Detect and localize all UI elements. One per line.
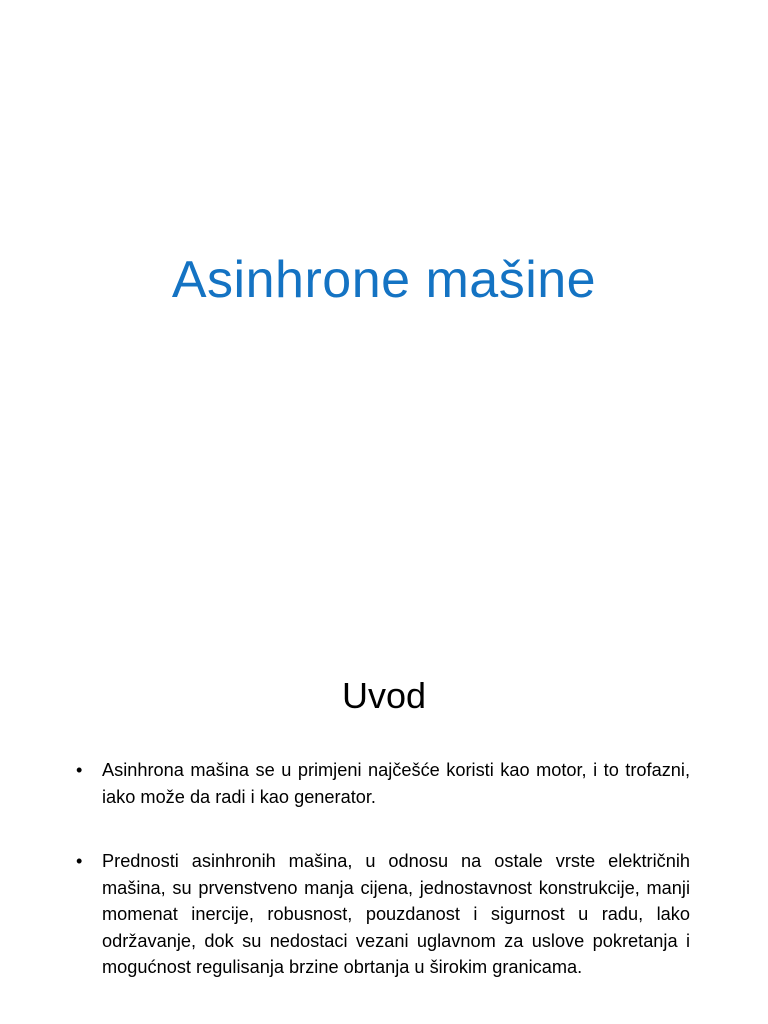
slide-title: Asinhrone mašine [171, 251, 597, 309]
bullet-list [76, 757, 690, 1019]
section-heading: Uvod [341, 675, 427, 716]
bullet-icon: • [76, 760, 83, 780]
bullet-text: Asinhrona mašina se u primjeni najčešće koristi kao motor, i to trofazni, iako može da radi i kao generator. [102, 760, 690, 807]
bullet-text: Prednosti asinhronih mašina, u odnosu na ostale vrste električnih mašina, su prvenstveno manja cijena, jednostavnost konstrukcije, manji momenat inercije, robusnost, pouzdanost i sigurnost u radu, lako održavanje, dok su nedostaci vezani uglavnom za uslove pokretanja i mogućnost regulisanja brzine obrtanja u širokim granicama. [102, 851, 690, 977]
content-slide [0, 610, 768, 1024]
bullet-item [76, 848, 690, 981]
bullet-item [76, 757, 690, 810]
bullet-icon: • [76, 851, 83, 871]
